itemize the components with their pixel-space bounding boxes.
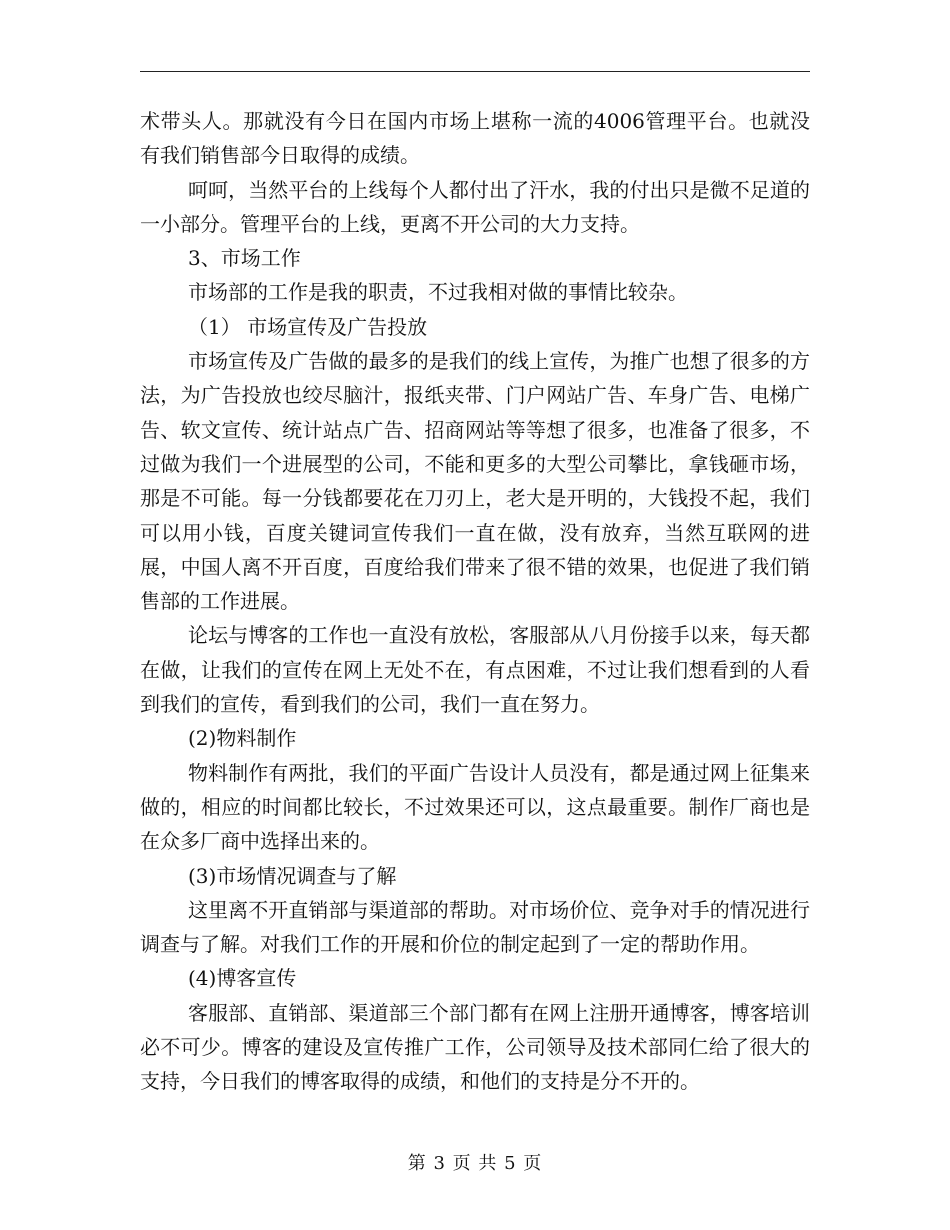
subsection-heading: (2)物料制作 [188,726,297,751]
paragraph: 市场宣传及广告做的最多的是我们的线上宣传，为推广也想了很多的方法，为广告投放也绞尽脑汁，报纸夹带、门户网站广告、车身广告、电梯广告、软文宣传、统计站点广告、招商网站等等想了很多，也准备了很多，不过做为我们一个进展型的公司，不能和更多的大型公司攀比，拿钱砸市场，那是不可能。每一分钱都要花在刀刃上，老大是开明的，大钱投不起，我们可以用小钱，百度关键词宣传我们一直在做，没有放弃，当然互联网的进展，中国人离不开百度，百度给我们带来了很不错的效果，也促进了我们销售部的工作进展。 [140,349,810,614]
subsection-heading: (4)博客宣传 [188,966,297,991]
paragraph: 这里离不开直销部与渠道部的帮助。对市场价位、竞争对手的情况进行调查与了解。对我们工作的开展和价位的制定起到了一定的帮助作用。 [140,897,810,957]
page-number: 第 3 页 共 5 页 [407,1153,543,1174]
paragraph: 术带头人。那就没有今日在国内市场上堪称一流的4006管理平台。也就没有我们销售部今日取得的成绩。 [140,109,810,168]
paragraph: 论坛与博客的工作也一直没有放松，客服部从八月份接手以来，每天都在做，让我们的宣传在网上无处不在，有点困难，不过让我们想看到的人看到我们的宣传，看到我们的公司，我们一直在努力。 [140,623,810,717]
paragraph: 物料制作有两批，我们的平面广告设计人员没有，都是通过网上征集来做的，相应的时间都比较长，不过效果还可以，这点最重要。制作厂商也是在众多厂商中选择出来的。 [140,760,810,854]
subsection-heading: (3)市场情况调查与了解 [188,863,397,888]
subsection-heading: （1） 市场宣传及广告投放 [188,314,428,339]
header-rule [140,71,810,72]
section-heading: 3、市场工作 [188,246,301,271]
document-body [140,104,810,1099]
paragraph: 客服部、直销部、渠道部三个部门都有在网上注册开通博客，博客培训必不可少。博客的建设及宣传推广工作，公司领导及技术部同仁给了很大的支持，今日我们的博客取得的成绩，和他们的支持是分不开的。 [140,1000,810,1094]
paragraph: 市场部的工作是我的职责，不过我相对做的事情比较杂。 [188,280,688,305]
paragraph: 呵呵，当然平台的上线每个人都付出了汗水，我的付出只是微不足道的一小部分。管理平台的上线，更离不开公司的大力支持。 [140,177,810,236]
